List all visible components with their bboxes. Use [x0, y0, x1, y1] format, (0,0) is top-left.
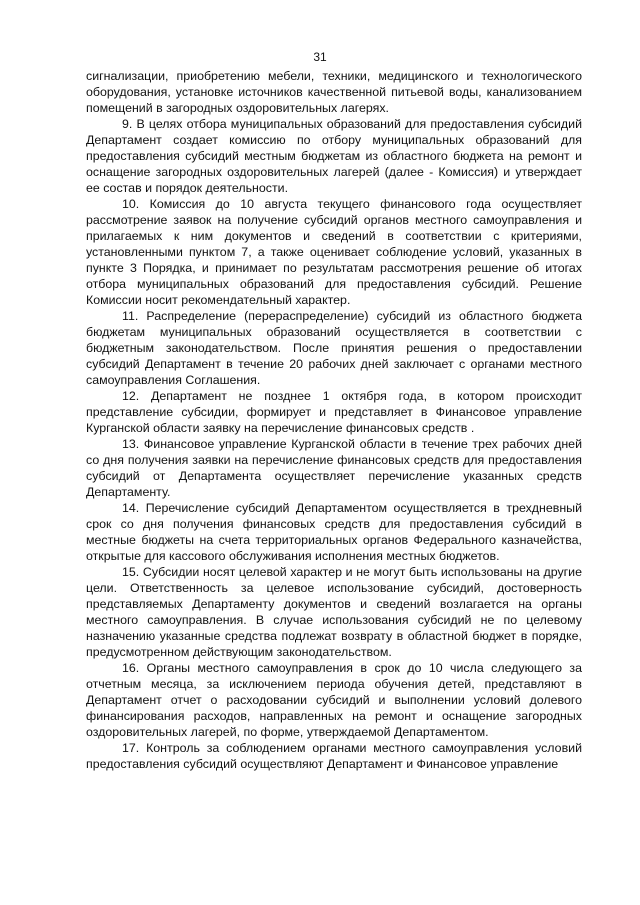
paragraph-10: 10. Комиссия до 10 августа текущего финансового года осуществляет рассмотрение заявок на получение субсидий органов местного самоуправления и прилагаемых к ним документов и сведений в соответствии с критериями, установленными пунктом 7, а также оценивает соблюдение условий, указанных в пункте 3 Порядка, и принимает по результатам рассмотрения решение об итогах отбора муниципальных образований для предоставления субсидий. Решение Комиссии носит рекомендательный характер. [86, 197, 582, 307]
paragraph-9: 9. В целях отбора муниципальных образований для предоставления субсидий Департамент создает комиссию по отбору муниципальных образований для предоставления субсидий местным бюджетам из областного бюджета на ремонт и оснащение загородных оздоровительных лагерей (далее - Комиссия) и утверждает ее состав и порядок деятельности. [86, 117, 582, 195]
page-number: 31 [313, 50, 327, 64]
paragraph-15: 15. Субсидии носят целевой характер и не могут быть использованы на другие цели. Ответственность за целевое использование субсидий, достоверность представляемых Департаменту документов и сведений возлагается на органы местного самоуправления. В случае использования субсидий не по целевому назначению указанные средства подлежат возврату в областной бюджет в порядке, предусмотренном действующим законодательством. [86, 565, 582, 659]
document-body [86, 68, 582, 772]
paragraph-continuation: сигнализации, приобретению мебели, техники, медицинского и технологического оборудования, установке источников качественной питьевой воды, канализованием помещений в загородных оздоровительных лагерях. [86, 69, 582, 115]
paragraph-16: 16. Органы местного самоуправления в срок до 10 числа следующего за отчетным месяца, за исключением периода обучения детей, представляют в Департамент отчет о расходовании субсидий и выполнении условий долевого финансирования расходов, направленных на ремонт и оснащение загородных оздоровительных лагерей, по форме, утверждаемой Департаментом. [86, 661, 582, 739]
paragraph-11: 11. Распределение (перераспределение) субсидий из областного бюджета бюджетам муниципальных образований осуществляется в соответствии с бюджетным законодательством. После принятия решения о предоставлении субсидий Департамент в течение 20 рабочих дней заключает с органами местного самоуправления Соглашения. [86, 309, 582, 387]
paragraph-12: 12. Департамент не позднее 1 октября года, в котором происходит представление субсидии, формирует и представляет в Финансовое управление Курганской области заявку на перечисление финансовых средств . [86, 389, 582, 435]
paragraph-17: 17. Контроль за соблюдением органами местного самоуправления условий предоставления субсидий осуществляют Департамент и Финансовое управление [86, 741, 582, 771]
paragraph-13: 13. Финансовое управление Курганской области в течение трех рабочих дней со дня получения заявки на перечисление финансовых средств для предоставления субсидий от Департамента осуществляет перечисление указанных средств Департаменту. [86, 437, 582, 499]
paragraph-14: 14. Перечисление субсидий Департаментом осуществляется в трехдневный срок со дня получения финансовых средств для предоставления субсидий в местные бюджеты на счета территориальных органов Федерального казначейства, открытые для кассового обслуживания исполнения местных бюджетов. [86, 501, 582, 563]
